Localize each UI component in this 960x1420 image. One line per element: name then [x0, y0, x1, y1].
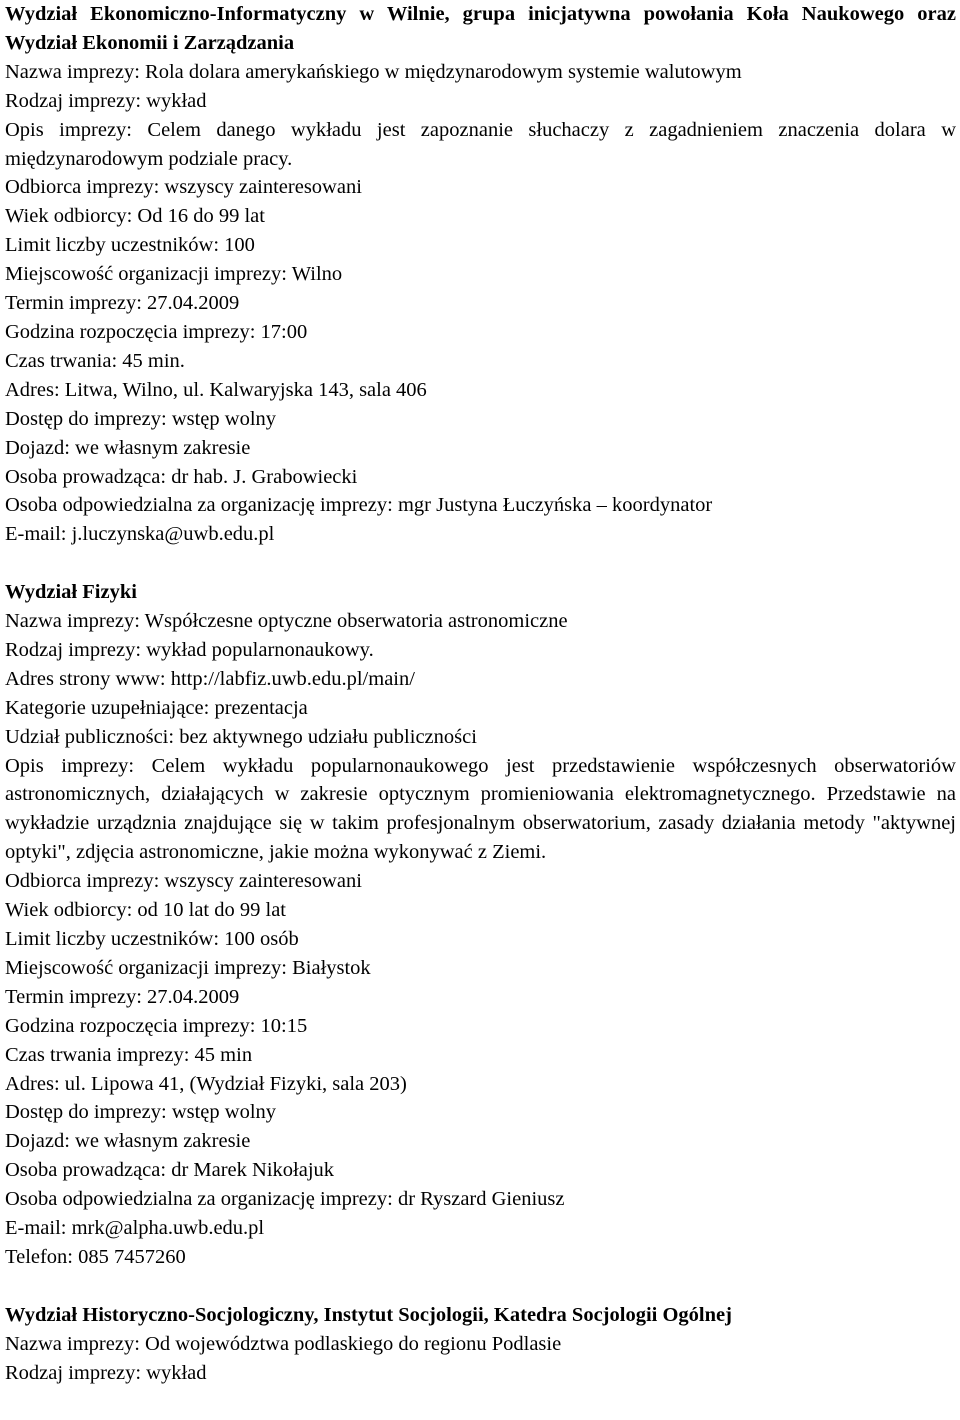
participant-limit: Limit liczby uczestników: 100 osób: [5, 927, 299, 950]
event-address: Adres: Litwa, Wilno, ul. Kalwaryjska 143, sala 406: [5, 378, 427, 401]
event-presenter: Osoba prowadząca: dr Marek Nikołajuk: [5, 1159, 335, 1182]
section-spacer: [5, 1272, 956, 1301]
event-location: Miejscowość organizacji imprezy: Białystok: [5, 956, 371, 979]
section-ekonomiczno-informatyczny: [5, 0, 956, 549]
contact-email: E-mail: mrk@alpha.uwb.edu.pl: [5, 1217, 265, 1240]
section-fizyki: [5, 578, 956, 1272]
event-start-time: Godzina rozpoczęcia imprezy: 10:15: [5, 1014, 308, 1037]
event-access: Dostęp do imprezy: wstęp wolny: [5, 407, 277, 430]
event-address: Adres: ul. Lipowa 41, (Wydział Fizyki, sala 203): [5, 1072, 407, 1095]
event-location: Miejscowość organizacji imprezy: Wilno: [5, 263, 343, 286]
event-duration: Czas trwania imprezy: 45 min: [5, 1043, 253, 1066]
event-name: Nazwa imprezy: Współczesne optyczne obserwatoria astronomiczne: [5, 610, 568, 633]
event-access: Dostęp do imprezy: wstęp wolny: [5, 1101, 277, 1124]
section-heading: Wydział Fizyki: [5, 581, 137, 604]
event-description: Opis imprezy: Celem danego wykładu jest zapoznanie słuchaczy z zagadnieniem znaczenia dolara w międzynarodowym podziale pracy.: [5, 118, 956, 170]
section-spacer: [5, 549, 956, 578]
event-duration: Czas trwania: 45 min.: [5, 349, 185, 372]
contact-phone: Telefon: 085 7457260: [5, 1245, 186, 1268]
participant-limit: Limit liczby uczestników: 100: [5, 234, 255, 257]
event-date: Termin imprezy: 27.04.2009: [5, 292, 240, 315]
event-organizer: Osoba odpowiedzialna za organizację imprezy: dr Ryszard Gieniusz: [5, 1188, 565, 1211]
section-heading: Wydział Ekonomiczno-Informatyczny w Wilnie, grupa inicjatywna powołania Koła Naukowego oraz Wydział Ekonomii i Zarządzania: [5, 3, 956, 54]
contact-email: E-mail: j.luczynska@uwb.edu.pl: [5, 523, 275, 546]
event-type: Rodzaj imprezy: wykład: [5, 1361, 207, 1384]
event-categories: Kategorie uzupełniające: prezentacja: [5, 696, 308, 719]
audience-age: Wiek odbiorcy: Od 16 do 99 lat: [5, 205, 265, 228]
event-name: Nazwa imprezy: Rola dolara amerykańskiego w międzynarodowym systemie walutowym: [5, 60, 742, 83]
section-heading: Wydział Historyczno-Socjologiczny, Instytut Socjologii, Katedra Socjologii Ogólnej: [5, 1303, 732, 1326]
event-transport: Dojazd: we własnym zakresie: [5, 1130, 251, 1153]
audience-participation: Udział publiczności: bez aktywnego udziału publiczności: [5, 725, 477, 748]
event-description: Opis imprezy: Celem wykładu popularnonaukowego jest przedstawienie współczesnych obserwatoriów astronomicznych, działających w zakresie optycznym promieniowania elektromagnetycznego. Przedstawie na wykładzie urządznia znajdujące się w takim profesjonalnym obserwatorium, zasady działania metody "aktywnej optyki", zdjęcia astronomiczne, jakie można wykonywać z Ziemi.: [5, 754, 956, 864]
event-audience: Odbiorca imprezy: wszyscy zainteresowani: [5, 176, 362, 199]
event-type: Rodzaj imprezy: wykład popularnonaukowy.: [5, 638, 374, 661]
event-type: Rodzaj imprezy: wykład: [5, 89, 207, 112]
event-website: Adres strony www: http://labfiz.uwb.edu.pl/main/: [5, 667, 415, 690]
event-transport: Dojazd: we własnym zakresie: [5, 436, 251, 459]
event-date: Termin imprezy: 27.04.2009: [5, 985, 240, 1008]
audience-age: Wiek odbiorcy: od 10 lat do 99 lat: [5, 899, 286, 922]
event-organizer: Osoba odpowiedzialna za organizację imprezy: mgr Justyna Łuczyńska – koordynator: [5, 494, 713, 517]
event-audience: Odbiorca imprezy: wszyscy zainteresowani: [5, 870, 362, 893]
event-start-time: Godzina rozpoczęcia imprezy: 17:00: [5, 320, 308, 343]
section-historyczno-socjologiczny: [5, 1301, 956, 1388]
event-presenter: Osoba prowadząca: dr hab. J. Grabowiecki: [5, 465, 358, 488]
event-name: Nazwa imprezy: Od województwa podlaskiego do regionu Podlasie: [5, 1332, 562, 1355]
